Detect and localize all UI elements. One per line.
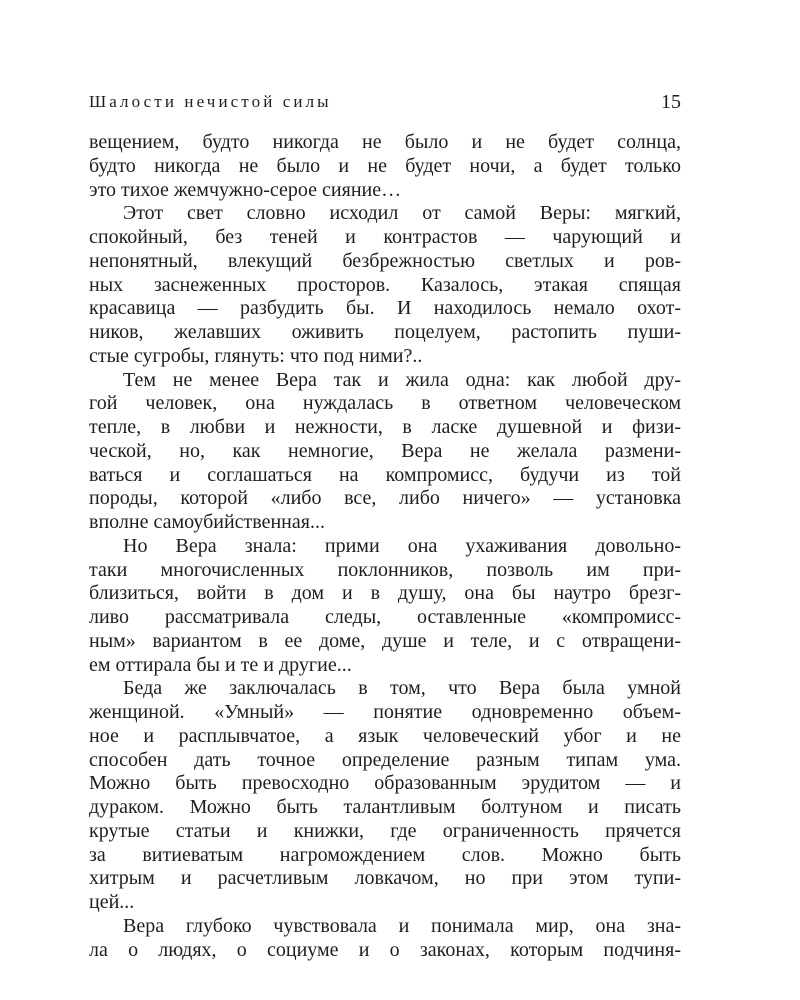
text-line: ное и расплывчатое, а язык человеческий убог и не	[89, 724, 681, 747]
text-line: женщиной. «Умный» — понятие одновременно объем-	[89, 701, 681, 723]
text-line: ным» вариантом в ее доме, душе и теле, и с отвращени-	[89, 629, 681, 652]
text-line: Тем не менее Вера так и жила одна: как любой дру-	[123, 368, 681, 391]
paragraph-5	[89, 677, 681, 915]
text-line: ческой, но, как немногие, Вера не желала размени-	[89, 439, 681, 462]
text-line: ников, желавших оживить поцелуем, растопить пуши-	[89, 321, 681, 343]
text-line: это тихое жемчужно-серое сияние…	[89, 178, 402, 201]
text-line: крутые статьи и книжки, где ограниченность прячется	[89, 819, 681, 842]
text-line: будто никогда не было и не будет ночи, а будет только	[89, 154, 681, 177]
text-line: дураком. Можно быть талантливым болтуном и писать	[89, 796, 681, 818]
text-line: тепле, в любви и нежности, в ласке душевной и физи-	[89, 416, 681, 438]
text-line: гой человек, она нуждалась в ответном человеческом	[89, 392, 681, 415]
text-line: вещением, будто никогда не было и не будет солнца,	[89, 131, 681, 153]
paragraph-4	[89, 535, 681, 678]
text-line: спокойный, без теней и контрастов — чарующий и	[89, 226, 681, 248]
paragraph-6	[89, 915, 681, 963]
text-line: Но Вера знала: прими она ухаживания довольно-	[123, 534, 681, 557]
text-line: стые сугробы, глянуть: что под ними?..	[89, 344, 423, 367]
page-number: 15	[661, 91, 681, 113]
body-text	[89, 131, 681, 962]
text-line: ем оттирала бы и те и другие...	[89, 653, 352, 676]
text-line: способен дать точное определение разным типам ума.	[89, 748, 681, 771]
text-line: Можно быть превосходно образованным эрудитом — и	[89, 772, 681, 795]
paragraph-3	[89, 369, 681, 535]
text-line: ных заснеженных просторов. Казалось, этакая спящая	[89, 273, 681, 296]
text-line: Вера глубоко чувствовала и понимала мир, она зна-	[123, 914, 681, 937]
text-line: за витиеватым нагромождением слов. Можно быть	[89, 843, 681, 866]
text-line: Беда же заключалась в том, что Вера была умной	[123, 677, 681, 700]
running-head	[89, 89, 681, 115]
text-line: ливо рассматривала следы, оставленные «компромисс-	[89, 606, 681, 628]
running-title: Шалости нечистой силы	[89, 92, 332, 111]
text-line: близиться, войти в дом и в душу, она бы наутро брезг-	[89, 582, 681, 605]
paragraph-1	[89, 131, 681, 202]
text-line: ваться и соглашаться на компромисс, будучи из той	[89, 463, 681, 486]
text-line: таки многочисленных поклонников, позволь им при-	[89, 558, 681, 581]
text-line: цей...	[89, 891, 135, 913]
text-line: ла о людях, о социуме и о законах, которым подчиня-	[89, 938, 681, 961]
text-line: Этот свет словно исходил от самой Веры: мягкий,	[123, 202, 681, 225]
text-line: хитрым и расчетливым ловкачом, но при этом тупи-	[89, 867, 681, 890]
paragraph-2	[89, 202, 681, 368]
text-line: непонятный, влекущий безбрежностью светлых и ров-	[89, 249, 681, 272]
text-line: вполне самоубийственная...	[89, 511, 325, 533]
text-line: красавица — разбудить бы. И находилось немало охот-	[89, 297, 681, 320]
text-line: породы, которой «либо все, либо ничего» — установка	[89, 487, 681, 510]
